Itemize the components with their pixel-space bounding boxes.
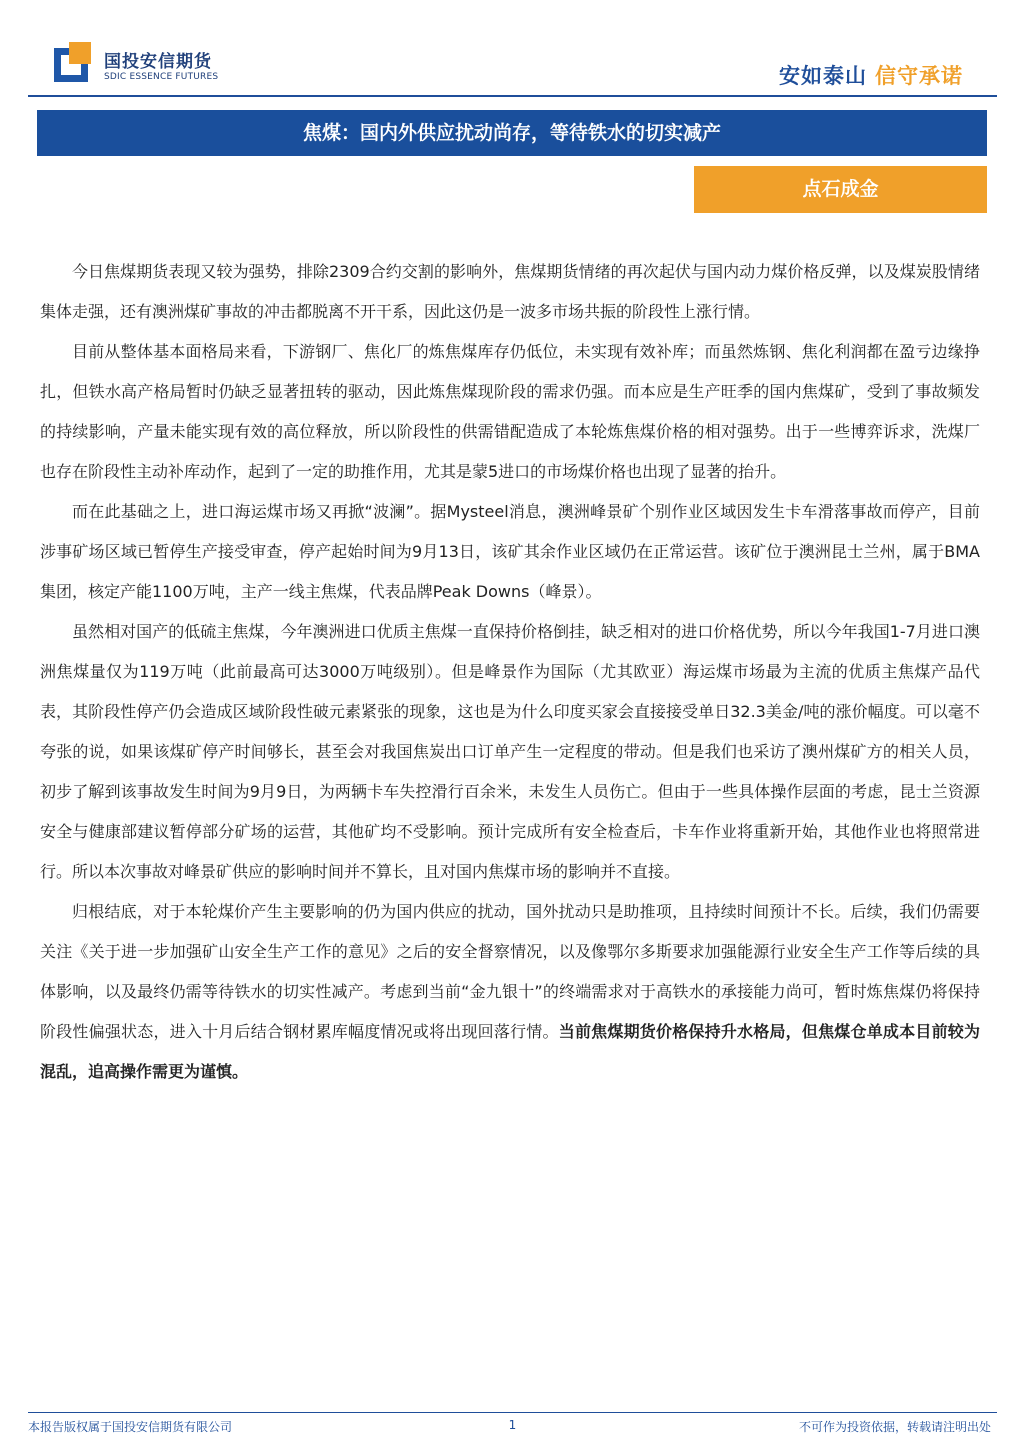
company-name-cn: 国投安信期货 (104, 52, 212, 72)
disclaimer-text: 不可作为投资依据，转载请注明出处 (798, 1420, 991, 1434)
header-divider (28, 95, 997, 97)
paragraph-1: 今日焦煤期货表现又较为强势，排除2309合约交割的影响外，焦煤期货情绪的再次起伏与国内动力煤价格反弹，以及煤炭股情绪集体走强，还有澳洲煤矿事故的冲击都脱离不开干系，因此这仍是一波多市场共振的阶段性上涨行情。 (40, 262, 980, 321)
copyright-text: 本报告版权属于国投安信期货有限公司 (28, 1420, 233, 1434)
paragraph-3: 而在此基础之上，进口海运煤市场又再掀“波澜”。据Mysteel消息，澳洲峰景矿个别作业区域因发生卡车滑落事故而停产，目前涉事矿场区域已暂停生产接受审查，停产起始时间为9月13日，该矿其余作业区域仍在正常运营。该矿位于澳洲昆士兰州，属于BMA集团，核定产能1100万吨，主产一线主焦煤，代表品牌Peak Downs（峰景）。 (40, 502, 980, 601)
slogan (779, 60, 963, 90)
slogan-part2: 信守承诺 (875, 64, 963, 88)
slogan-part1: 安如泰山 (779, 64, 867, 88)
page-header (0, 0, 1025, 100)
company-logo-icon (54, 42, 96, 84)
conclusion-text: 当前焦煤期货价格保持升水格局，但焦煤仓单成本目前较为混乱，追高操作需更为谨慎。 (40, 1022, 980, 1081)
report-body (40, 252, 980, 1092)
report-title: 焦煤：国内外供应扰动尚存，等待铁水的切实减产 (37, 110, 987, 156)
paragraph-5-text: 归根结底，对于本轮煤价产生主要影响的仍为国内供应的扰动，国外扰动只是助推项，且持续时间预计不长。后续，我们仍需要关注《关于进一步加强矿山安全生产工作的意见》之后的安全督察情况，以及像鄂尔多斯要求加强能源行业安全生产工作等后续的具体影响，以及最终仍需等待铁水的切实性减产。考虑到当前“金九银十”的终端需求对于高铁水的承接能力尚可，暂时炼焦煤仍将保持阶段性偏强状态，进入十月后结合钢材累库幅度情况或将出现回落行情。 (40, 902, 980, 1041)
page-footer (28, 1418, 997, 1438)
paragraph-2: 目前从整体基本面格局来看，下游钢厂、焦化厂的炼焦煤库存仍低位，未实现有效补库；而虽然炼钢、焦化利润都在盈亏边缘挣扎，但铁水高产格局暂时仍缺乏显著扭转的驱动，因此炼焦煤现阶段的需求仍强。而本应是生产旺季的国内焦煤矿，受到了事故频发的持续影响，产量未能实现有效的高位释放，所以阶段性的供需错配造成了本轮炼焦煤价格的相对强势。出于一些博弈诉求，洗煤厂也存在阶段性主动补库动作，起到了一定的助推作用，尤其是蒙5进口的市场煤价格也出现了显著的抬升。 (40, 342, 980, 481)
section-tag: 点石成金 (694, 166, 987, 213)
paragraph-4: 虽然相对国产的低硫主焦煤，今年澳洲进口优质主焦煤一直保持价格倒挂，缺乏相对的进口价格优势，所以今年我国1-7月进口澳洲焦煤量仅为119万吨（此前最高可达3000万吨级别）。但是峰景作为国际（尤其欧亚）海运煤市场最为主流的优质主焦煤产品代表，其阶段性停产仍会造成区域阶段性破元素紧张的现象，这也是为什么印度买家会直接接受单日32.3美金/吨的涨价幅度。可以毫不夸张的说，如果该煤矿停产时间够长，甚至会对我国焦炭出口订单产生一定程度的带动。但是我们也采访了澳州煤矿方的相关人员，初步了解到该事故发生时间为9月9日，为两辆卡车失控滑行百余米，未发生人员伤亡。但由于一些具体操作层面的考虑，昆士兰资源安全与健康部建议暂停部分矿场的运营，其他矿均不受影响。预计完成所有安全检查后，卡车作业将重新开始，其他作业也将照常进行。所以本次事故对峰景矿供应的影响时间并不算长，且对国内焦煤市场的影响并不直接。 (40, 622, 980, 881)
footer-divider (28, 1412, 997, 1413)
page-number: 1 (508, 1418, 517, 1432)
paragraph-5 (40, 892, 980, 1092)
company-name-en: SDIC ESSENCE FUTURES (104, 72, 219, 82)
